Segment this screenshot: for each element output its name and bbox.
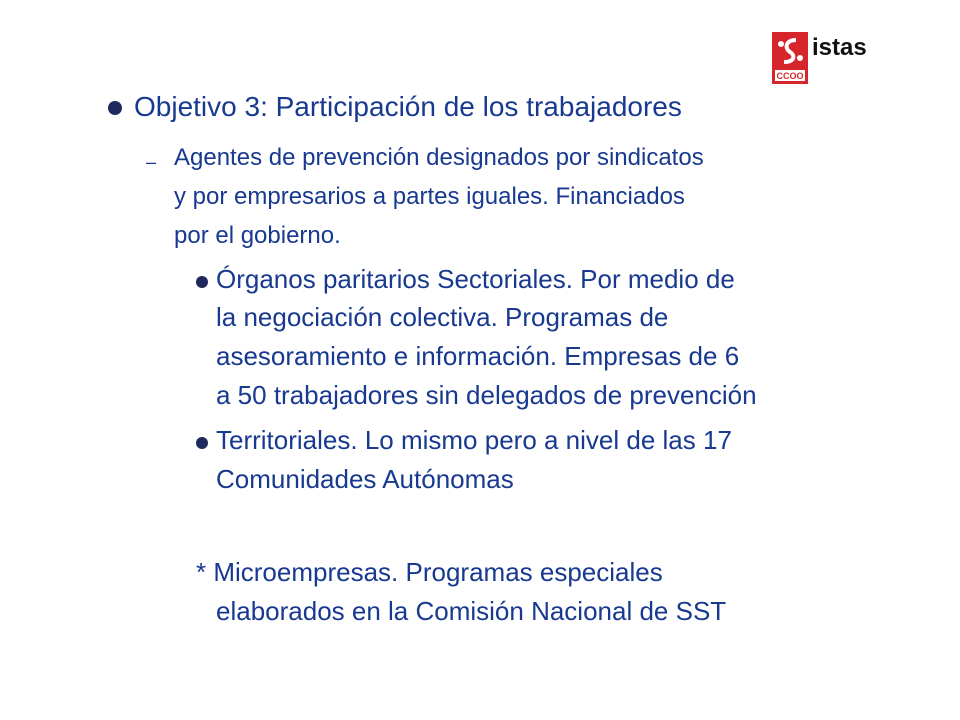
item-1-line-2: la negociación colectiva. Programas de: [216, 302, 669, 332]
logo-mark-text: CCOO: [776, 71, 804, 81]
sub-line-3: por el gobierno.: [174, 222, 341, 249]
sub-line-2: y por empresarios a partes iguales. Financiados: [174, 183, 685, 210]
ccoo-logo-icon: [772, 32, 808, 84]
item-1-line-3: asesoramiento e información. Empresas de 6: [216, 341, 740, 371]
slide-heading: Objetivo 3: Participación de los trabajadores: [134, 91, 682, 122]
heading-bullet-icon: [108, 101, 122, 115]
sub-dash: –: [146, 152, 157, 172]
istas-logo: [772, 32, 882, 86]
item-2-line-1: Territoriales. Lo mismo pero a nivel de las 17: [216, 425, 732, 455]
item-2-bullet-icon: [196, 437, 208, 449]
note-line-2: elaborados en la Comisión Nacional de SST: [216, 596, 727, 626]
item-1-bullet-icon: [196, 276, 208, 288]
note-line-1: * Microempresas. Programas especiales: [196, 557, 663, 587]
item-1-line-4: a 50 trabajadores sin delegados de prevención: [216, 380, 757, 410]
item-1-line-1: Órganos paritarios Sectoriales. Por medio de: [216, 264, 735, 294]
sub-line-1: Agentes de prevención designados por sindicatos: [174, 144, 704, 171]
item-2-line-2: Comunidades Autónomas: [216, 464, 514, 494]
logo-wordmark: istas: [812, 34, 867, 61]
